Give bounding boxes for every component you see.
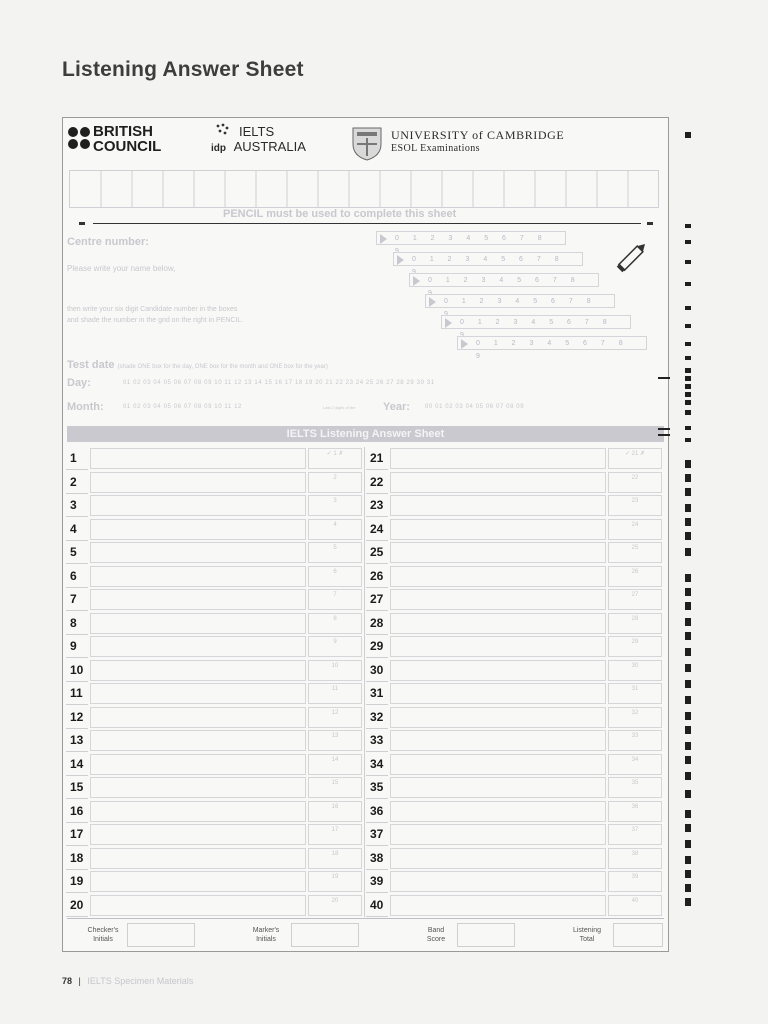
question-number: 31 (366, 682, 388, 705)
marking-boxes: 29 (608, 636, 662, 657)
year-hint: Last 2 digits of the (323, 405, 356, 410)
marking-boxes: 27 (608, 589, 662, 610)
answer-row (66, 682, 362, 705)
question-number: 14 (66, 753, 88, 776)
answer-row (366, 447, 662, 470)
answer-field[interactable] (90, 707, 306, 728)
marker-label-line2: Initials (256, 936, 276, 943)
question-number: 4 (66, 518, 88, 541)
marking-boxes: 8 (308, 613, 362, 634)
question-number: 20 (66, 894, 88, 917)
timing-marks (683, 120, 697, 920)
answer-row (66, 635, 362, 658)
marker-label (241, 926, 291, 944)
answer-field[interactable] (90, 848, 306, 869)
question-number: 3 (66, 494, 88, 517)
marking-boxes: 16 (308, 801, 362, 822)
question-number: 21 (366, 447, 388, 470)
candidate-digit-row-3[interactable] (409, 273, 599, 297)
centre-label: Centre number: (67, 236, 149, 248)
answer-row (366, 800, 662, 823)
answer-field[interactable] (90, 566, 306, 587)
answer-row (66, 588, 362, 611)
answer-field[interactable] (90, 824, 306, 845)
digit-label: 0 1 2 3 4 5 6 7 8 9 (460, 319, 613, 339)
answer-field[interactable] (90, 613, 306, 634)
marking-boxes: 32 (608, 707, 662, 728)
band-label-line1: Band (427, 927, 445, 934)
marking-boxes: 19 (308, 871, 362, 892)
listening-label-line2: Total (579, 936, 595, 943)
answer-field[interactable] (390, 660, 606, 681)
candidate-instruction-2: and shade the number in the grid on the right in PENCIL. (67, 317, 244, 324)
question-number: 18 (66, 847, 88, 870)
answer-row (366, 776, 662, 799)
digit-label: 0 1 2 3 4 5 6 7 8 9 (476, 340, 629, 360)
candidate-digit-row-6[interactable] (457, 336, 647, 360)
marking-boxes: 18 (308, 848, 362, 869)
answer-field[interactable] (90, 660, 306, 681)
marking-boxes: 35 (608, 777, 662, 798)
ielts-globe-icon (215, 123, 229, 137)
marking-boxes: 2 (308, 472, 362, 493)
year-options[interactable]: 00 01 02 03 04 05 06 07 08 09 (425, 404, 525, 410)
marking-boxes: 15 (308, 777, 362, 798)
checker-label-line2: Initials (93, 936, 113, 943)
answer-field[interactable] (390, 848, 606, 869)
marking-boxes: 5 (308, 542, 362, 563)
question-number: 38 (366, 847, 388, 870)
footer-source: IELTS Specimen Materials (87, 976, 194, 986)
british-council-logo (93, 124, 161, 154)
question-number: 24 (366, 518, 388, 541)
digit-label: 0 1 2 3 4 5 6 7 8 9 (428, 277, 581, 297)
question-number: 37 (366, 823, 388, 846)
answer-row (66, 776, 362, 799)
question-number: 30 (366, 659, 388, 682)
answer-row (366, 612, 662, 635)
rule-marker-left (79, 222, 85, 225)
question-number: 11 (66, 682, 88, 705)
answer-row (66, 541, 362, 564)
test-date-instruction: (shade ONE box for the day, ONE box for the month and ONE box for the year) (117, 364, 328, 370)
pencil-notice: PENCIL must be used to complete this sheet (223, 208, 457, 220)
listening-label-line1: Listening (572, 927, 602, 934)
marking-boxes: 24 (608, 519, 662, 540)
answer-field[interactable] (390, 730, 606, 751)
question-number: 32 (366, 706, 388, 729)
answer-field[interactable] (90, 519, 306, 540)
answer-field[interactable] (390, 683, 606, 704)
marking-boxes: 17 (308, 824, 362, 845)
question-number: 28 (366, 612, 388, 635)
marking-boxes: 34 (608, 754, 662, 775)
candidate-instruction-1: then write your six digit Candidate number in the boxes (67, 306, 238, 313)
answer-field[interactable] (390, 777, 606, 798)
candidate-digit-row-2[interactable] (393, 252, 583, 276)
test-date-label: Test date (67, 359, 115, 371)
pencil-rule (93, 223, 641, 224)
question-number: 15 (66, 776, 88, 799)
marking-boxes: 6 (308, 566, 362, 587)
answer-field[interactable] (390, 448, 606, 469)
marking-boxes: 11 (308, 683, 362, 704)
marker-label-line1: Marker's (252, 927, 280, 934)
section-header: IELTS Listening Answer Sheet (67, 426, 664, 442)
candidate-digit-row-4[interactable] (425, 294, 615, 318)
answer-row (66, 494, 362, 517)
answer-row (66, 565, 362, 588)
answer-field[interactable] (90, 589, 306, 610)
australia-label: AUSTRALIA (233, 139, 306, 154)
checker-label-line1: Checker's (87, 927, 119, 934)
marking-boxes: 7 (308, 589, 362, 610)
footer-separator: | (78, 976, 81, 986)
answer-sheet (62, 117, 669, 952)
answer-row (66, 729, 362, 752)
marking-boxes: 14 (308, 754, 362, 775)
alignment-mark (658, 428, 670, 430)
answer-row (366, 729, 662, 752)
answer-field[interactable] (390, 636, 606, 657)
question-number: 26 (366, 565, 388, 588)
marking-boxes: 4 (308, 519, 362, 540)
answer-field[interactable] (90, 495, 306, 516)
answer-row (66, 870, 362, 893)
arrow-icon (380, 234, 387, 244)
answer-field[interactable] (90, 801, 306, 822)
arrow-icon (397, 255, 404, 265)
esol-label: ESOL Examinations (391, 143, 480, 154)
marking-boxes: 30 (608, 660, 662, 681)
day-options[interactable]: 01 02 03 04 05 06 07 08 09 10 11 12 13 14 15 16 17 18 19 20 21 22 23 24 25 26 27 28 29 30 31 (123, 380, 435, 386)
question-number: 6 (66, 565, 88, 588)
british-council-logo-icon (68, 127, 90, 149)
question-number: 22 (366, 471, 388, 494)
answer-row (366, 494, 662, 517)
answer-row (366, 588, 662, 611)
month-label: Month: (67, 401, 104, 413)
answer-field[interactable] (390, 707, 606, 728)
listening-label (559, 926, 615, 944)
marking-boxes: ✓ 1 ✗ (308, 448, 362, 469)
column-divider (364, 447, 365, 917)
answer-row (366, 823, 662, 846)
question-number: 8 (66, 612, 88, 635)
question-number: 1 (66, 447, 88, 470)
page-number: 78 (62, 976, 73, 986)
answer-field[interactable] (390, 542, 606, 563)
answer-field[interactable] (390, 801, 606, 822)
answer-field[interactable] (90, 895, 306, 916)
answer-row (66, 894, 362, 917)
candidate-digit-row-1[interactable] (376, 231, 566, 255)
answer-row (366, 847, 662, 870)
question-number: 35 (366, 776, 388, 799)
answer-row (66, 706, 362, 729)
name-box-grid (70, 171, 658, 207)
answer-field[interactable] (390, 824, 606, 845)
answer-field[interactable] (90, 730, 306, 751)
marking-boxes: 40 (608, 895, 662, 916)
british-label: BRITISH (93, 123, 153, 140)
answer-field[interactable] (90, 472, 306, 493)
answer-field[interactable] (390, 519, 606, 540)
council-label: COUNCIL (93, 138, 162, 155)
cambridge-shield-icon (351, 126, 383, 162)
marking-boxes: 3 (308, 495, 362, 516)
checker-initials-box[interactable] (127, 923, 195, 947)
question-number: 17 (66, 823, 88, 846)
pencil-icon (613, 238, 653, 274)
marking-boxes: 33 (608, 730, 662, 751)
footer-rule (67, 918, 664, 919)
question-number: 10 (66, 659, 88, 682)
day-label: Day: (67, 377, 91, 389)
answer-field[interactable] (390, 589, 606, 610)
answer-row (366, 635, 662, 658)
question-number: 34 (366, 753, 388, 776)
answer-field[interactable] (90, 448, 306, 469)
digit-label: 0 1 2 3 4 5 6 7 8 9 (412, 256, 565, 276)
marking-boxes: 20 (308, 895, 362, 916)
band-label (413, 926, 459, 944)
rule-marker-right (647, 222, 653, 225)
marking-boxes: 12 (308, 707, 362, 728)
marker-initials-box[interactable] (291, 923, 359, 947)
question-number: 2 (66, 471, 88, 494)
ielts-label: IELTS (239, 124, 275, 139)
question-number: 16 (66, 800, 88, 823)
marking-boxes: 28 (608, 613, 662, 634)
alignment-mark (658, 434, 670, 436)
answer-field[interactable] (90, 542, 306, 563)
idp-label: idp (211, 143, 226, 154)
marking-boxes: 26 (608, 566, 662, 587)
question-number: 27 (366, 588, 388, 611)
marking-boxes: ✓ 21 ✗ (608, 448, 662, 469)
question-number: 5 (66, 541, 88, 564)
answer-row (66, 518, 362, 541)
answer-row (366, 518, 662, 541)
question-number: 12 (66, 706, 88, 729)
arrow-icon (445, 318, 452, 328)
answer-row (366, 541, 662, 564)
marking-boxes: 38 (608, 848, 662, 869)
answer-row (366, 565, 662, 588)
answer-field[interactable] (90, 754, 306, 775)
marking-boxes: 9 (308, 636, 362, 657)
question-number: 13 (66, 729, 88, 752)
digit-label: 0 1 2 3 4 5 6 7 8 9 (395, 235, 548, 255)
answer-row (66, 471, 362, 494)
answer-row (366, 659, 662, 682)
answer-row (66, 447, 362, 470)
arrow-icon (461, 339, 468, 349)
answer-field[interactable] (390, 495, 606, 516)
digit-label: 0 1 2 3 4 5 6 7 8 9 (444, 298, 597, 318)
test-date-row (67, 359, 328, 371)
month-options[interactable]: 01 02 03 04 05 06 07 08 09 10 11 12 (123, 404, 242, 410)
answer-field[interactable] (90, 871, 306, 892)
answer-field[interactable] (390, 895, 606, 916)
marking-boxes: 31 (608, 683, 662, 704)
marking-boxes: 37 (608, 824, 662, 845)
alignment-mark (658, 377, 670, 379)
answer-field[interactable] (390, 754, 606, 775)
question-number: 29 (366, 635, 388, 658)
marking-boxes: 10 (308, 660, 362, 681)
answer-field[interactable] (390, 871, 606, 892)
answer-row (366, 894, 662, 917)
question-number: 36 (366, 800, 388, 823)
answer-row (366, 471, 662, 494)
answer-row (66, 753, 362, 776)
answer-row (366, 870, 662, 893)
cambridge-logo (391, 128, 564, 154)
answer-row (366, 682, 662, 705)
marking-boxes: 25 (608, 542, 662, 563)
answer-row (366, 753, 662, 776)
answer-field[interactable] (390, 566, 606, 587)
question-number: 33 (366, 729, 388, 752)
question-number: 23 (366, 494, 388, 517)
answer-field[interactable] (90, 777, 306, 798)
question-number: 19 (66, 870, 88, 893)
question-number: 39 (366, 870, 388, 893)
arrow-icon (429, 297, 436, 307)
band-label-line2: Score (426, 936, 446, 943)
answer-row (66, 659, 362, 682)
answer-row (66, 847, 362, 870)
year-label: Year: (383, 401, 410, 413)
answer-row (66, 823, 362, 846)
band-score-box[interactable] (457, 923, 515, 947)
answer-field[interactable] (390, 613, 606, 634)
question-number: 7 (66, 588, 88, 611)
answer-row (66, 612, 362, 635)
page-title: Listening Answer Sheet (62, 58, 304, 81)
marking-boxes: 36 (608, 801, 662, 822)
listening-total-box[interactable] (613, 923, 663, 947)
candidate-digit-row-5[interactable] (441, 315, 631, 339)
question-number: 40 (366, 894, 388, 917)
name-boxes[interactable] (69, 170, 659, 208)
checker-label (75, 926, 131, 944)
answer-field[interactable] (90, 683, 306, 704)
question-number: 9 (66, 635, 88, 658)
marking-boxes: 22 (608, 472, 662, 493)
marking-boxes: 13 (308, 730, 362, 751)
marking-boxes: 39 (608, 871, 662, 892)
answer-field[interactable] (390, 472, 606, 493)
name-label: Please write your name below, (67, 264, 176, 273)
arrow-icon (413, 276, 420, 286)
page-footer (62, 976, 193, 986)
answer-row (66, 800, 362, 823)
answer-field[interactable] (90, 636, 306, 657)
marking-boxes: 23 (608, 495, 662, 516)
answer-row (366, 706, 662, 729)
question-number: 25 (366, 541, 388, 564)
cambridge-label: UNIVERSITY of CAMBRIDGE (391, 128, 565, 142)
